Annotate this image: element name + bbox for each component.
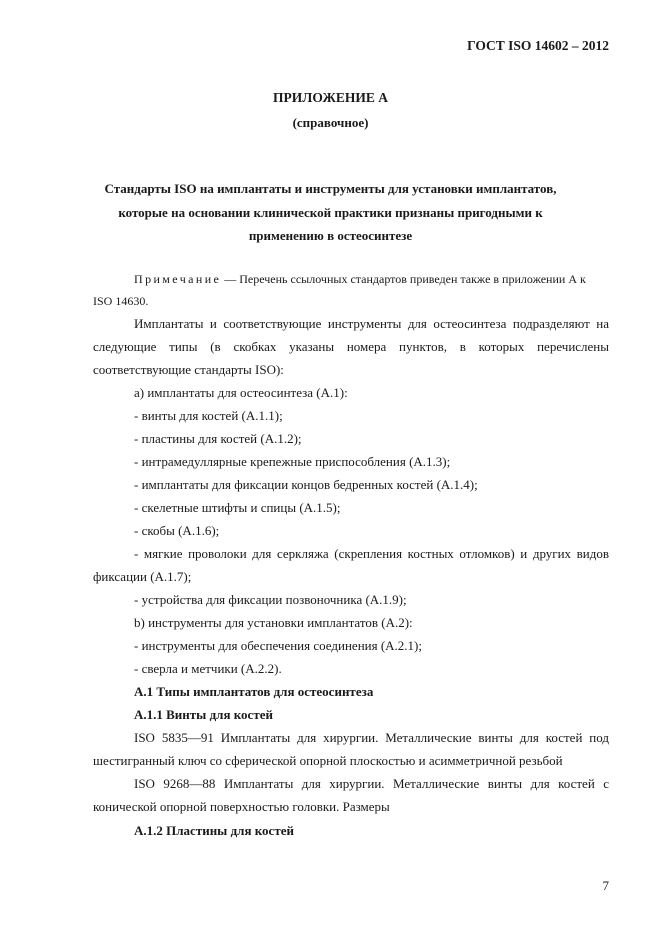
list-item-a7-line-2: фиксации (А.1.7); bbox=[93, 569, 192, 584]
section-a1-title: А.1 Типы имплантатов для остеосинтеза bbox=[134, 684, 374, 699]
note-line-1 bbox=[134, 272, 586, 287]
list-item-a1: - винты для костей (А.1.1); bbox=[134, 408, 283, 423]
list-item-a4: - имплантаты для фиксации концов бедренных костей (А.1.4); bbox=[134, 477, 478, 492]
annex-subtitle: (справочное) bbox=[292, 115, 369, 130]
list-item-a3: - интрамедуллярные крепежные приспособления (А.1.3); bbox=[134, 454, 451, 469]
iso-5835-line-2: шестигранный ключ со сферической опорной плоскостью и асимметричной резьбой bbox=[93, 753, 563, 768]
list-item-a: а) имплантаты для остеосинтеза (А.1): bbox=[134, 385, 348, 400]
note-text: — Перечень ссылочных стандартов приведен также в приложении А к bbox=[221, 272, 586, 286]
intro-line-1: Имплантаты и соответствующие инструменты для остеосинтеза подразделяют на bbox=[134, 316, 609, 331]
list-item-a6: - скобы (А.1.6); bbox=[134, 523, 220, 538]
intro-line-3: соответствующие стандарты ISO): bbox=[93, 362, 284, 377]
page-number: 7 bbox=[602, 878, 609, 893]
list-item-a5: - скелетные штифты и спицы (А.1.5); bbox=[134, 500, 341, 515]
list-item-a2: - пластины для костей (А.1.2); bbox=[134, 431, 302, 446]
section-a1-2-title: А.1.2 Пластины для костей bbox=[134, 823, 294, 838]
note-line-2: ISO 14630. bbox=[93, 294, 149, 308]
heading-line-3: применению в остеосинтезе bbox=[248, 228, 413, 243]
annex-title: ПРИЛОЖЕНИЕ А bbox=[273, 90, 388, 105]
note-label: Примечание bbox=[134, 272, 222, 286]
iso-9268-line-1: ISO 9268—88 Имплантаты для хирургии. Металлические винты для костей с bbox=[134, 776, 609, 791]
heading-line-1: Стандарты ISO на имплантаты и инструменты для установки имплантатов, bbox=[104, 181, 557, 196]
list-item-a8: - устройства для фиксации позвоночника (А.1.9); bbox=[134, 592, 407, 607]
standard-designation: ГОСТ ISO 14602 – 2012 bbox=[467, 38, 609, 53]
heading-line-2: которые на основании клинической практики признаны пригодными к bbox=[118, 205, 543, 220]
list-item-b2: - сверла и метчики (А.2.2). bbox=[134, 661, 282, 676]
section-a1-1-title: А.1.1 Винты для костей bbox=[134, 707, 273, 722]
iso-9268-line-2: конической опорной поверхностью головки. Размеры bbox=[93, 799, 390, 814]
list-item-b1: - инструменты для обеспечения соединения (А.2.1); bbox=[134, 638, 422, 653]
list-item-b: b) инструменты для установки имплантатов (А.2): bbox=[134, 615, 413, 630]
iso-5835-line-1: ISO 5835—91 Имплантаты для хирургии. Металлические винты для костей под bbox=[134, 730, 609, 745]
list-item-a7-line-1: - мягкие проволоки для серкляжа (скрепления костных отломков) и других видов bbox=[134, 546, 609, 561]
intro-line-2: следующие типы (в скобках указаны номера пунктов, в которых перечислены bbox=[93, 339, 609, 354]
